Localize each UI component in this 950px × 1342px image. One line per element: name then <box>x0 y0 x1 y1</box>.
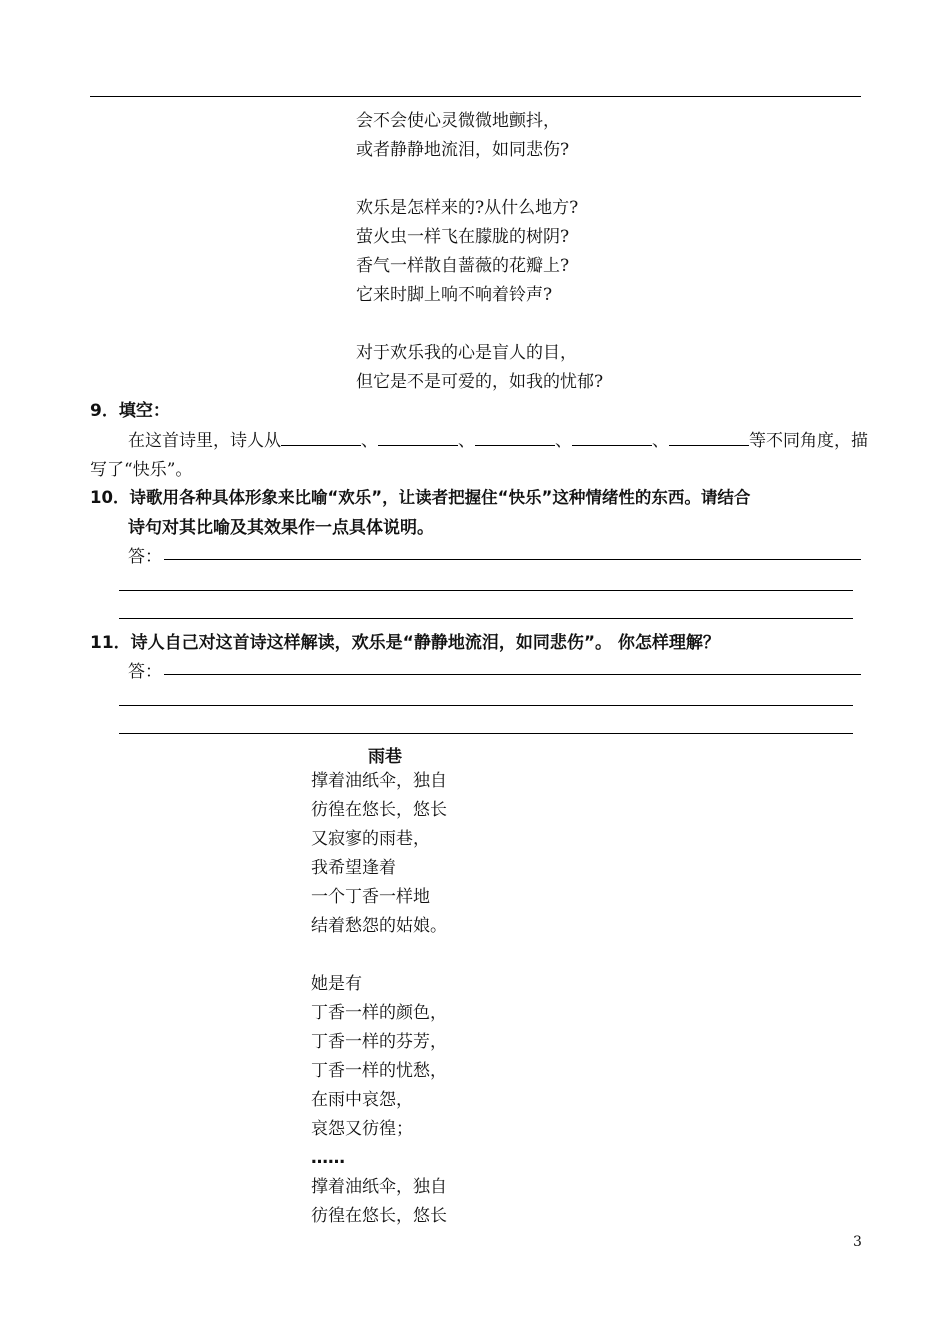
poem-line: 欢乐是怎样来的?从什么地方? <box>356 198 579 218</box>
poem-line: 对于欢乐我的心是盲人的目， <box>356 343 577 363</box>
poem-ellipsis: …… <box>311 1148 345 1168</box>
poem-line: 或者静静地流泪，如同悲伤? <box>356 140 570 160</box>
header-rule <box>90 96 861 97</box>
poem-line: 结着愁怨的姑娘。 <box>311 916 447 936</box>
question-9-continuation: 写了“快乐”。 <box>90 460 193 480</box>
poem-line: 会不会使心灵微微地颤抖， <box>356 111 560 131</box>
poem-line: 彷徨在悠长，悠长 <box>311 800 447 820</box>
poem-line: 撑着油纸伞，独自 <box>311 771 447 791</box>
answer-line-10-3[interactable] <box>119 618 853 619</box>
question-10-line-2: 诗句对其比喻及其效果作一点具体说明。 <box>128 518 434 538</box>
poem-rain-alley <box>311 767 447 1231</box>
answer-label-10: 答： <box>128 547 162 567</box>
poem-line: 丁香一样的芬芳， <box>311 1032 447 1052</box>
poem-line: 它来时脚上响不响着铃声? <box>356 285 553 305</box>
question-9-text <box>128 426 868 451</box>
poem-line: 撑着油纸伞，独自 <box>311 1177 447 1197</box>
fill-blank-1[interactable] <box>281 429 361 446</box>
poem-line: 又寂寥的雨巷， <box>311 829 430 849</box>
poem-line: 她是有 <box>311 974 362 994</box>
poem-line: 但它是不是可爱的，如我的忧郁? <box>356 372 604 392</box>
answer-line-10-2[interactable] <box>119 590 853 591</box>
separator: 、 <box>361 431 378 451</box>
fill-blank-5[interactable] <box>669 429 749 446</box>
question-9-title: 9．填空： <box>90 401 170 421</box>
answer-line-10-1[interactable] <box>164 559 861 560</box>
separator: 、 <box>652 431 669 451</box>
poem-excerpt <box>356 107 603 397</box>
poem-line: 在雨中哀怨， <box>311 1090 413 1110</box>
poem-line: 丁香一样的颜色， <box>311 1003 447 1023</box>
poem-line: 彷徨在悠长，悠长 <box>311 1206 447 1226</box>
poem-line: 哀怨又彷徨； <box>311 1119 413 1139</box>
question-9-suffix: 等不同角度，描 <box>749 431 868 451</box>
separator: 、 <box>555 431 572 451</box>
poem-title: 雨巷 <box>368 747 402 767</box>
fill-blank-3[interactable] <box>475 429 555 446</box>
question-9-prompt: 在这首诗里，诗人从 <box>128 431 281 451</box>
fill-blank-4[interactable] <box>572 429 652 446</box>
poem-line: 萤火虫一样飞在朦胧的树阴? <box>356 227 570 247</box>
poem-line: 丁香一样的忧愁， <box>311 1061 447 1081</box>
poem-line: 香气一样散自蔷薇的花瓣上? <box>356 256 570 276</box>
question-11-title: 11．诗人自己对这首诗这样解读，欢乐是“静静地流泪，如同悲伤”。 你怎样理解？ <box>90 633 720 653</box>
page-number: 3 <box>853 1234 862 1250</box>
answer-line-11-1[interactable] <box>164 674 861 675</box>
answer-line-11-3[interactable] <box>119 733 853 734</box>
answer-label-11: 答： <box>128 662 162 682</box>
poem-line: 我希望逢着 <box>311 858 396 878</box>
separator: 、 <box>458 431 475 451</box>
question-10-line-1: 10．诗歌用各种具体形象来比喻“欢乐”，让读者把握住“快乐”这种情绪性的东西。请结合 <box>90 488 751 507</box>
fill-blank-2[interactable] <box>378 429 458 446</box>
answer-line-11-2[interactable] <box>119 705 853 706</box>
poem-line: 一个丁香一样地 <box>311 887 430 907</box>
